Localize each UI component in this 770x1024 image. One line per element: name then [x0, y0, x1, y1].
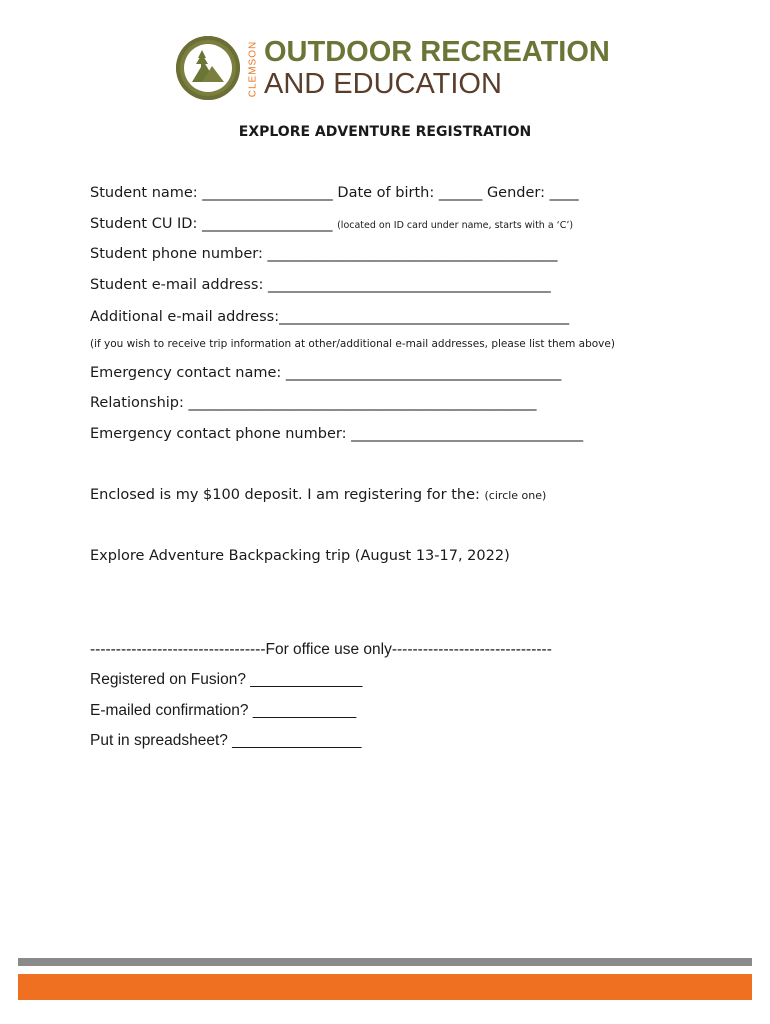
logo-title-line2: AND EDUCATION — [264, 68, 502, 100]
emailed-confirmation-line[interactable]: E-mailed confirmation? ____________ — [90, 702, 357, 719]
put-in-spreadsheet-line[interactable]: Put in spreadsheet? _______________ — [90, 732, 362, 749]
additional-email-line[interactable]: Additional e-mail address:________________________________________ — [90, 309, 570, 325]
tree-mountain-icon — [176, 36, 240, 100]
student-email-line[interactable]: Student e-mail address: _______________________________________ — [90, 277, 551, 293]
logo-title-line1: OUTDOOR RECREATION — [264, 36, 610, 68]
student-cuid-note: (located on ID card under name, starts with a ‘C’) — [337, 220, 574, 231]
trip-option[interactable]: Explore Adventure Backpacking trip (August 13-17, 2022) — [90, 548, 510, 564]
additional-email-note: (if you wish to receive trip information at other/additional e-mail addresses, please list them above) — [90, 338, 615, 350]
deposit-statement — [90, 487, 546, 503]
registered-on-fusion-line[interactable]: Registered on Fusion? _____________ — [90, 671, 363, 688]
logo-clemson: CLEMSON — [247, 40, 259, 98]
footer-gray-bar — [18, 958, 752, 966]
student-phone-line[interactable]: Student phone number: ________________________________________ — [90, 246, 558, 262]
student-cuid-line[interactable] — [90, 216, 573, 232]
relationship-line[interactable]: Relationship: ________________________________________________ — [90, 395, 537, 411]
student-name-line[interactable]: Student name: __________________ Date of birth: ______ Gender: ____ — [90, 185, 579, 201]
logo — [170, 30, 610, 110]
emergency-contact-name-line[interactable]: Emergency contact name: ______________________________________ — [90, 365, 562, 381]
page-title: EXPLORE ADVENTURE REGISTRATION — [238, 124, 532, 140]
deposit-note: (circle one) — [484, 489, 547, 502]
student-cuid-label: Student CU ID: __________________ — [90, 216, 338, 232]
office-use-header: ----------------------------------For office use only------------------------------- — [90, 641, 552, 658]
footer-orange-bar — [18, 974, 752, 1000]
deposit-text: Enclosed is my $100 deposit. I am registering for the: — [90, 487, 485, 503]
emergency-contact-phone-line[interactable]: Emergency contact phone number: ________________________________ — [90, 426, 584, 442]
